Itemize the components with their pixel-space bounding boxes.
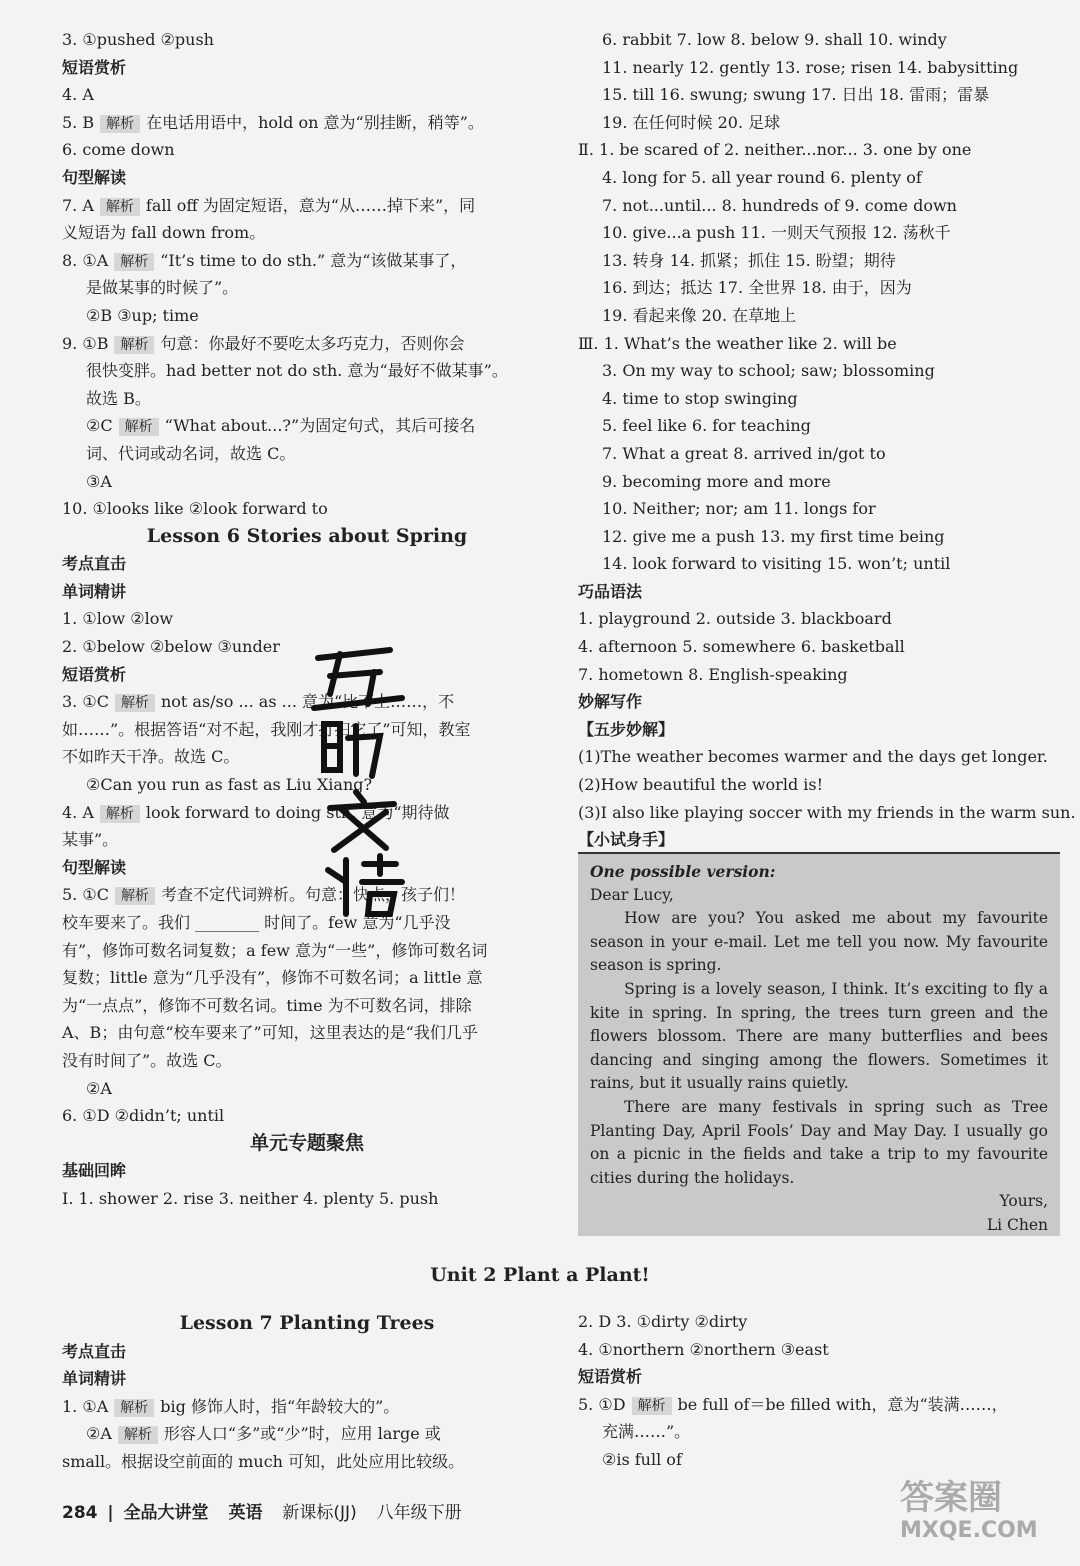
answer-line: 义短语为 fall down from。: [62, 223, 266, 243]
answer-line: [62, 881, 552, 909]
answer-line: 12. give me a push 13. my first time being: [602, 526, 945, 546]
answer-line: ③A: [86, 471, 112, 491]
edition: 新课标(JJ): [282, 1503, 357, 1523]
essay-version: One possible version:: [590, 862, 776, 881]
answer-line: ②Can you run as fast as Liu Xiang?: [86, 775, 373, 795]
answer-line: 19. 在任何时候 20. 足球: [602, 112, 781, 132]
answer-line: 1. ①low ②low: [62, 609, 174, 629]
analysis-text: fall off 为固定短语，意为“从……掉下来”，同: [145, 195, 476, 215]
answer-line: 13. 转身 14. 抓紧；抓住 15. 盼望；期待: [602, 250, 896, 270]
answer-line: 7. not...until... 8. hundreds of 9. come down: [602, 195, 957, 215]
analysis-tag: 解析: [115, 887, 155, 905]
essay-paragraph-3: There are many festivals in spring such as Tree Planting Day, April Fools’ Day and May Day. I usually go on a picnic in the fields and take a trip to my favourite cities during the holidays.: [590, 1097, 1048, 1187]
answer-line: 16. 到达；抵达 17. 全世界 18. 由于，因为: [602, 278, 912, 298]
page-footer: 284 | 全品大讲堂 英语 新课标(JJ) 八年级下册: [62, 1503, 462, 1523]
answer-line: 9. becoming more and more: [602, 471, 831, 491]
answer-line: 4. time to stop swinging: [602, 388, 798, 408]
answer-line: [62, 1420, 552, 1448]
answer-line: 2. D 3. ①dirty ②dirty: [578, 1312, 748, 1331]
answer-line: 复数；little 意为“几乎没有”，修饰不可数名词；a little 意: [62, 968, 483, 988]
answer-line: 14. look forward to visiting 15. won’t; until: [602, 554, 951, 574]
answer-line: (3)I also like playing soccer with my friends in the warm sun.: [578, 802, 1076, 822]
answer-line: ②B ③up; time: [86, 305, 199, 325]
answer-line: [62, 109, 552, 137]
answer-line: 是做某事的时候了”。: [86, 278, 239, 298]
answer-line: ②A: [86, 1078, 112, 1098]
essay-closing: Yours,: [999, 1192, 1048, 1211]
analysis-text: “It’s time to do sth.” 意为“该做某事了，: [160, 250, 467, 270]
answer-key: 8. ①A: [62, 250, 109, 270]
answer-line: 不如昨天干净。故选 C。: [62, 747, 240, 767]
answer-line: 10. ①looks like ②look forward to: [62, 499, 328, 519]
page-number: 284: [62, 1503, 98, 1523]
answer-line: 没有时间了”。故选 C。: [62, 1050, 232, 1070]
analysis-tag: 解析: [100, 198, 140, 216]
left-column: [62, 26, 552, 1213]
watermark-logo: 答案圈 MXQE.COM: [900, 1478, 1038, 1543]
grade: 八年级下册: [376, 1503, 462, 1523]
section-heading: 单词精讲: [62, 581, 127, 601]
analysis-text: 句意：你最好不要吃太多巧克力，否则你会: [160, 333, 465, 353]
answer-line: 3. On my way to school; saw; blossoming: [602, 361, 935, 381]
answer-line: (1)The weather becomes warmer and the days get longer.: [578, 747, 1048, 767]
answer-line: [62, 688, 552, 716]
answer-line: ②is full of: [602, 1449, 682, 1469]
analysis-tag: 解析: [118, 1426, 158, 1444]
answer-key: 5. ①C: [62, 885, 109, 905]
answer-line: Ⅱ. 1. be scared of 2. neither...nor... 3. one by one: [578, 140, 972, 160]
answer-line: 11. nearly 12. gently 13. rose; risen 14. babysitting: [602, 57, 1019, 77]
analysis-tag: 解析: [100, 115, 140, 133]
analysis-text: 考查不定代词辨析。句意：快点，孩子们！: [160, 885, 465, 905]
answer-line: [578, 1391, 1062, 1419]
section-heading: 短语赏析: [62, 57, 127, 77]
bottom-left-column: [62, 1310, 552, 1476]
answer-line: 故选 B。: [86, 388, 151, 408]
answer-line: [62, 192, 552, 220]
answer-line: 19. 看起来像 20. 在草地上: [602, 305, 797, 325]
analysis-text: not as/so ... as ... 意为“比不上……，不: [160, 692, 455, 712]
section-heading: 巧品语法: [578, 581, 643, 601]
answer-line: 如……”。根据答语“对不起，我刚才打扫它了”可知，教室: [62, 719, 471, 739]
analysis-text: 形容人口“多”或“少”时，应用 large 或: [163, 1424, 441, 1444]
section-heading: 短语赏析: [62, 664, 127, 684]
answer-line: 10. give...a push 11. 一则天气预报 12. 荡秋千: [602, 223, 951, 243]
answer-key: 3. ①C: [62, 692, 109, 712]
answer-line: 有”，修饰可数名词复数；a few 意为“一些”，修饰可数名词: [62, 940, 488, 960]
answer-line: [62, 412, 552, 440]
answer-key: 4. A: [62, 802, 94, 822]
answer-line: 3. ①pushed ②push: [62, 30, 214, 49]
section-heading: 基础回眸: [62, 1161, 127, 1181]
answer-line: 7. What a great 8. arrived in/got to: [602, 443, 886, 463]
answer-line: 4. ①northern ②northern ③east: [578, 1339, 829, 1359]
answer-line: 6. ①D ②didn’t; until: [62, 1106, 225, 1126]
answer-key: 5. B: [62, 112, 95, 132]
answer-line: A、B；由句意“校车要来了”可知，这里表达的是“我们几乎: [62, 1023, 478, 1043]
unit-title: Unit 2 Plant a Plant!: [430, 1264, 650, 1286]
essay-greeting: Dear Lucy,: [590, 885, 674, 904]
section-heading: 考点直击: [62, 1341, 127, 1361]
section-heading: 短语赏析: [578, 1367, 643, 1387]
answer-line: 某事”。: [62, 830, 119, 850]
answer-key: 7. A: [62, 195, 94, 215]
answer-line: 充满……”。: [602, 1422, 691, 1442]
analysis-tag: 解析: [100, 805, 140, 823]
analysis-text: big 修饰人时，指“年龄较大的”。: [160, 1396, 400, 1416]
answer-line: Ⅲ. 1. What’s the weather like 2. will be: [578, 333, 897, 353]
answer-line: 校车要来了。我们 ________ 时间了。few 意为“几乎没: [62, 913, 451, 932]
essay-paragraph-1: How are you? You asked me about my favourite season in your e-mail. Let me tell you now. My favourite season is spring.: [590, 909, 1048, 975]
answer-key: 1. ①A: [62, 1396, 109, 1416]
answer-key: 5. ①D: [578, 1394, 626, 1414]
subject: 英语: [228, 1503, 263, 1523]
essay-signature: Li Chen: [986, 1215, 1048, 1234]
sample-essay-box: [578, 852, 1060, 1236]
answer-line: 4. long for 5. all year round 6. plenty of: [602, 167, 922, 187]
essay-paragraph-2: Spring is a lovely season, I think. It’s exciting to fly a kite in spring. In spring, the trees turn green and the flowers blossom. There are many butterflies and bees dancing and singing among the flowers. Sometimes it rains, but it usually rains quietly.: [590, 979, 1048, 1093]
section-heading: 句型解读: [62, 167, 127, 187]
answer-line: 词、代词或动名词，故选 C。: [86, 443, 296, 463]
section-heading: 妙解写作: [578, 692, 643, 712]
section-heading: 句型解读: [62, 857, 127, 877]
answer-line: 很快变胖。had better not do sth. 意为“最好不做某事”。: [86, 361, 508, 381]
answer-line: 2. ①below ②below ③under: [62, 637, 280, 657]
analysis-tag: 解析: [115, 694, 155, 712]
answer-line: [62, 330, 552, 358]
analysis-tag: 解析: [119, 418, 159, 436]
handwritten-stamp: [310, 642, 410, 922]
answer-line: 为“一点点”，修饰不可数名词。time 为不可数名词，排除: [62, 995, 472, 1015]
answer-line: (2)How beautiful the world is!: [578, 775, 824, 795]
analysis-tag: 解析: [632, 1397, 672, 1415]
answer-line: 7. hometown 8. English-speaking: [578, 664, 848, 684]
analysis-tag: 解析: [114, 1399, 154, 1417]
analysis-text: 在电话用语中，hold on 意为“别挂断，稍等”。: [146, 112, 484, 132]
answer-line: [62, 247, 552, 275]
section-title: Lesson 6 Stories about Spring: [146, 524, 468, 547]
analysis-tag: 解析: [114, 253, 154, 271]
section-title: 单元专题聚焦: [249, 1131, 364, 1154]
answer-line: 6. come down: [62, 140, 175, 160]
analysis-text: be full of＝be filled with，意为“装满……，: [677, 1394, 1008, 1414]
answer-line: 4. afternoon 5. somewhere 6. basketball: [578, 637, 905, 657]
section-title: Lesson 7 Planting Trees: [179, 1312, 435, 1334]
section-heading: 【五步妙解】: [578, 719, 675, 739]
answer-line: [62, 799, 552, 827]
analysis-tag: 解析: [114, 336, 154, 354]
answer-line: 6. rabbit 7. low 8. below 9. shall 10. windy: [602, 30, 947, 49]
analysis-text: look forward to doing sth. 意为“期待做: [145, 802, 450, 822]
section-heading: 考点直击: [62, 554, 127, 574]
bottom-right-column: [578, 1308, 1062, 1474]
section-heading: 【小试身手】: [578, 830, 675, 850]
book-title: 全品大讲堂: [123, 1503, 209, 1523]
answer-key: 9. ①B: [62, 333, 109, 353]
answer-key: ②C: [86, 416, 113, 436]
answer-key: ②A: [86, 1424, 112, 1444]
answer-line: 1. playground 2. outside 3. blackboard: [578, 609, 892, 629]
answer-line: 15. till 16. swung; swung 17. 日出 18. 雷雨；雷暴: [602, 85, 990, 105]
answer-line: 4. A: [62, 85, 94, 105]
answer-line: Ⅰ. 1. shower 2. rise 3. neither 4. plenty 5. push: [62, 1188, 439, 1208]
section-heading: 单词精讲: [62, 1369, 127, 1389]
answer-line: 5. feel like 6. for teaching: [602, 416, 811, 436]
answer-line: [62, 1393, 552, 1421]
answer-line: 10. Neither; nor; am 11. longs for: [602, 499, 876, 519]
answer-line: small。根据设空前面的 much 可知，此处应用比较级。: [62, 1451, 465, 1471]
analysis-text: “What about...?”为固定句式，其后可接名: [164, 416, 476, 436]
right-column: [578, 26, 1076, 854]
